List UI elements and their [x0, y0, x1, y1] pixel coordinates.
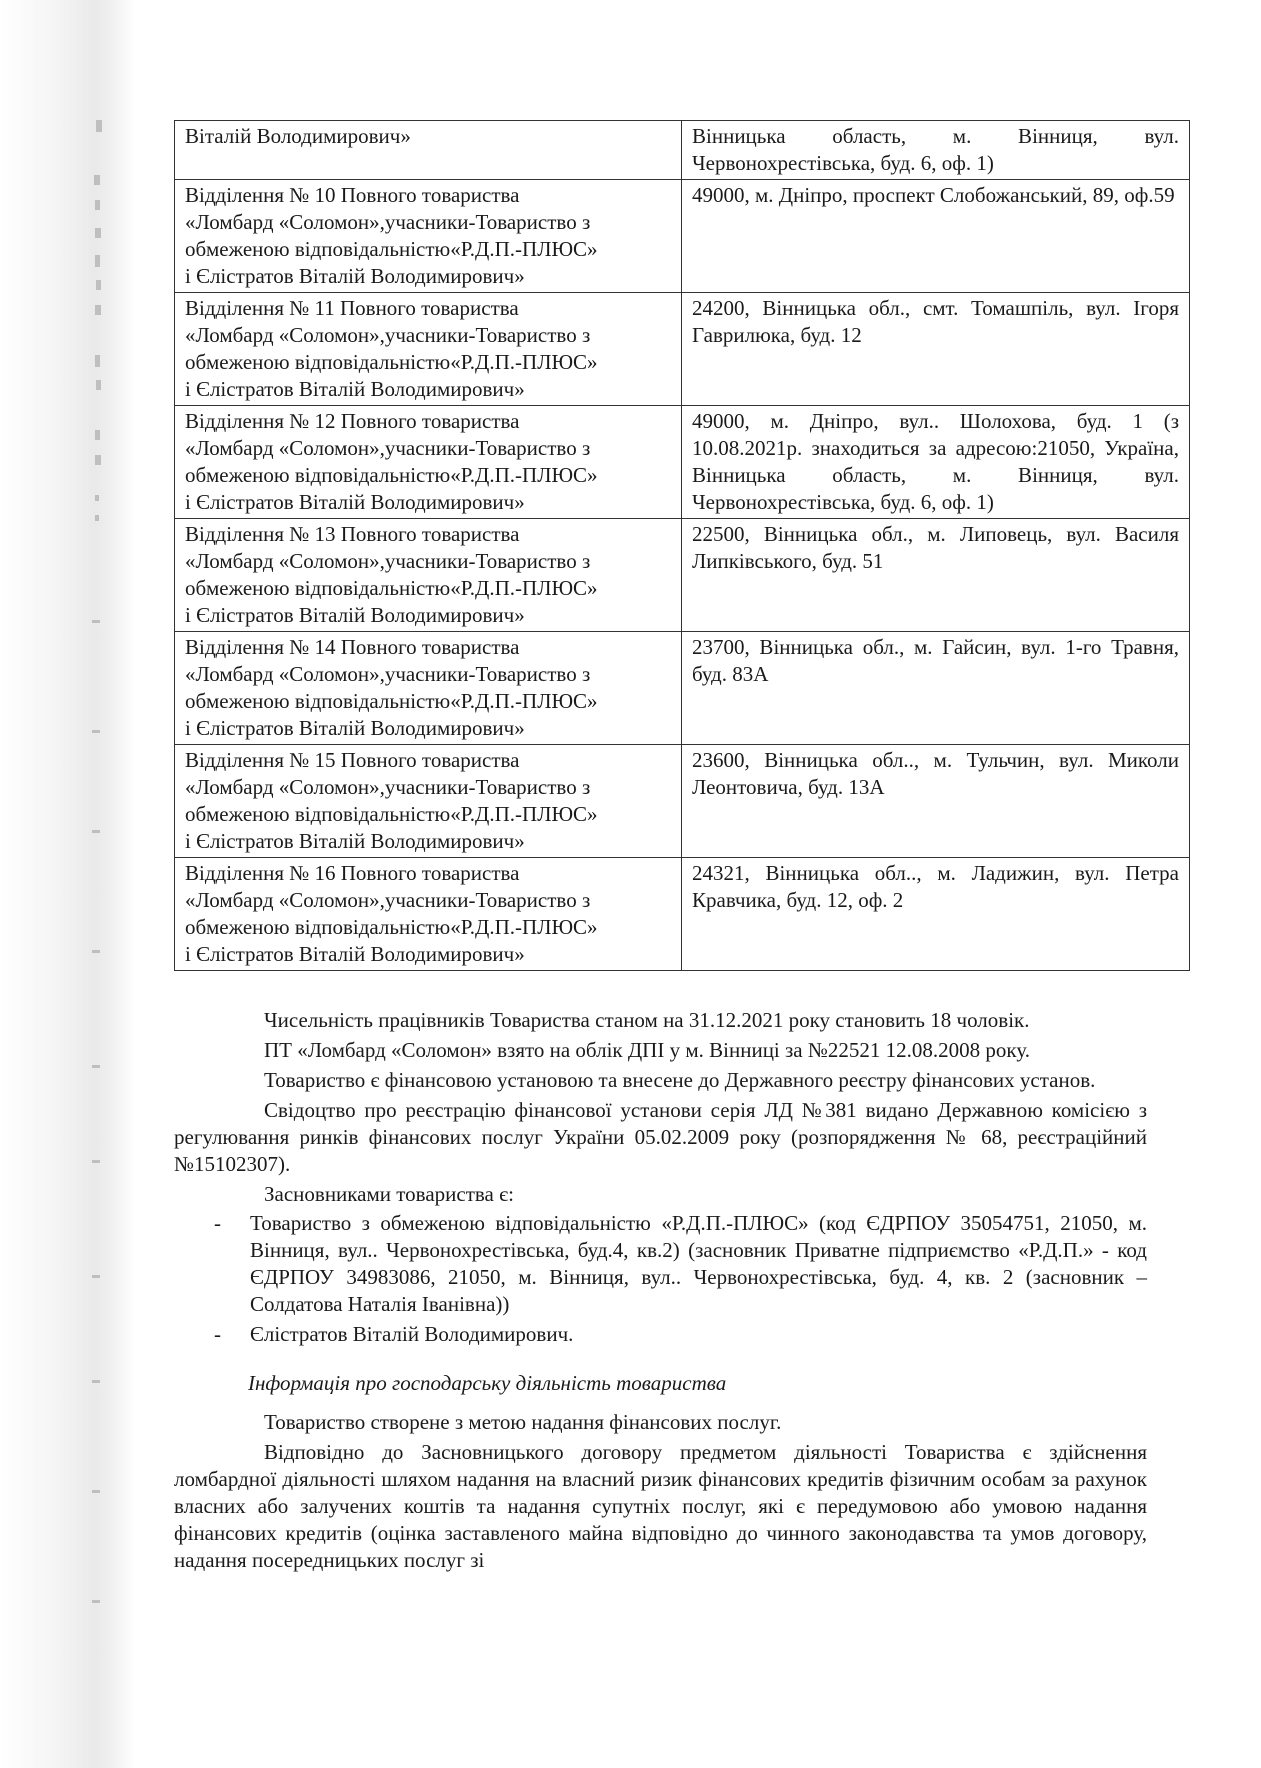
binding-mark: [96, 280, 101, 290]
branches-table-body: [175, 121, 1190, 971]
list-dash: -: [214, 1211, 221, 1235]
binding-mark: [96, 380, 101, 390]
branch-row: [175, 519, 1190, 632]
branch-name-cell: [175, 519, 682, 632]
tax-registration-paragraph: ПТ «Ломбард «Соломон» взято на облік ДПІ у м. Вінниці за №22521 12.08.2008 року.: [264, 1038, 1030, 1062]
branch-name-line: Відділення № 12 Повного товариства: [185, 409, 520, 433]
branch-row: [175, 632, 1190, 745]
branch-name-cell: [175, 180, 682, 293]
branch-name-cell: [175, 406, 682, 519]
branches-table: [174, 120, 1190, 971]
branch-row: [175, 180, 1190, 293]
binding-mark: [92, 1380, 100, 1383]
branch-name-line: обмеженою відповідальністю«Р.Д.П.-ПЛЮС»: [185, 802, 598, 826]
branch-address-cell: 49000, м. Дніпро, проспект Слобожанський, 89, оф.59: [682, 180, 1190, 293]
list-dash: -: [214, 1322, 221, 1346]
branch-address-cell: 24321, Вінницька обл.., м. Ладижин, вул. Петра Кравчика, буд. 12, оф. 2: [682, 858, 1190, 971]
document-page: [174, 120, 1179, 1574]
branch-name-line: Відділення № 10 Повного товариства: [185, 183, 520, 207]
branch-name-line: і Єлістратов Віталій Володимирович»: [185, 264, 525, 288]
branch-address-cell: 23600, Вінницька обл.., м. Тульчин, вул. Миколи Леонтовича, буд. 13А: [682, 745, 1190, 858]
binding-mark: [92, 730, 100, 733]
branch-row: [175, 406, 1190, 519]
branch-name-line: «Ломбард «Соломон»,учасники-Товариство з: [185, 210, 591, 234]
binding-mark: [92, 1490, 100, 1493]
branch-name-line: «Ломбард «Соломон»,учасники-Товариство з: [185, 436, 591, 460]
branch-name-line: і Єлістратов Віталій Володимирович»: [185, 603, 525, 627]
section-paragraph-1: Товариство створене з метою надання фінансових послуг.: [264, 1410, 782, 1434]
binding-mark: [96, 120, 102, 132]
branch-name-line: обмеженою відповідальністю«Р.Д.П.-ПЛЮС»: [185, 576, 598, 600]
branch-address-cell: Вінницька область, м. Вінниця, вул. Червонохрестівська, буд. 6, оф. 1): [682, 121, 1190, 180]
binding-mark: [92, 830, 100, 833]
branch-name-cell: [175, 745, 682, 858]
binding-mark: [95, 515, 99, 521]
section-title: Інформація про господарську діяльність товариства: [248, 1371, 727, 1395]
certificate-paragraph: Свідоцтво про реєстрацію фінансової установи серія ЛД №381 видано Державною комісією з регулювання ринків фінансових послуг України 05.02.2009 року (розпорядження № 68, реєстраційний №15102307).: [174, 1098, 1147, 1176]
branch-name-line: обмеженою відповідальністю«Р.Д.П.-ПЛЮС»: [185, 463, 598, 487]
branch-address-cell: 23700, Вінницька обл., м. Гайсин, вул. 1-го Травня, буд. 83А: [682, 632, 1190, 745]
scan-binding-shadow: [0, 0, 135, 1768]
branch-name-line: Віталій Володимирович»: [185, 124, 411, 148]
branch-name-line: Відділення № 15 Повного товариства: [185, 748, 520, 772]
branch-name-line: і Єлістратов Віталій Володимирович»: [185, 490, 525, 514]
branch-name-line: «Ломбард «Соломон»,учасники-Товариство з: [185, 323, 591, 347]
branch-address-cell: 22500, Вінницька обл., м. Липовець, вул. Василя Липківського, буд. 51: [682, 519, 1190, 632]
branch-name-line: обмеженою відповідальністю«Р.Д.П.-ПЛЮС»: [185, 237, 598, 261]
binding-mark: [92, 1160, 100, 1163]
branch-name-line: і Єлістратов Віталій Володимирович»: [185, 716, 525, 740]
binding-mark: [95, 495, 99, 501]
binding-mark: [92, 950, 100, 953]
branch-row: [175, 858, 1190, 971]
branch-name-line: Відділення № 13 Повного товариства: [185, 522, 520, 546]
binding-mark: [95, 305, 101, 315]
binding-mark: [95, 200, 100, 210]
binding-mark: [92, 1065, 100, 1068]
section-paragraph-2: Відповідно до Засновницького договору предметом діяльності Товариства є здійснення ломбардної діяльності шляхом надання на власний ризик фінансових кредитів фізичним особам за рахунок власних або залучених коштів та надання супутніх послуг, які є передумовою або умовою надання фінансових кредитів (оцінка заставленого майна відповідно до чинного законодавства та умов договору, надання посередницьких послуг зі: [174, 1440, 1147, 1572]
founder-text: Товариство з обмеженою відповідальністю «Р.Д.П.-ПЛЮС» (код ЄДРПОУ 35054751, 21050, м. Вінниця, вул.. Червонохрестівська, буд.4, кв.2) (засновник Приватне підприємство «Р.Д.П.» - код ЄДРПОУ 34983086, 21050, м. Вінниця, вул.. Червонохрестівська, буд. 4, кв. 2 (засновник – Солдатова Наталія Іванівна)): [250, 1211, 1147, 1316]
financial-institution-paragraph: Товариство є фінансовою установою та внесене до Державного реєстру фінансових установ.: [264, 1068, 1096, 1092]
binding-mark: [95, 255, 100, 267]
binding-mark: [92, 1600, 100, 1603]
binding-mark: [95, 355, 100, 367]
binding-mark: [92, 1275, 100, 1278]
founder-text: Єлістратов Віталій Володимирович.: [250, 1322, 574, 1346]
branch-name-line: і Єлістратов Віталій Володимирович»: [185, 942, 525, 966]
branch-name-line: обмеженою відповідальністю«Р.Д.П.-ПЛЮС»: [185, 350, 598, 374]
branch-name-cell: [175, 121, 682, 180]
founder-item: [174, 1321, 1147, 1348]
binding-mark: [94, 175, 100, 185]
branch-name-line: Відділення № 16 Повного товариства: [185, 861, 520, 885]
binding-mark: [95, 455, 101, 465]
founders-intro: Засновниками товариства є:: [264, 1182, 514, 1206]
binding-mark: [95, 228, 101, 238]
branch-name-line: «Ломбард «Соломон»,учасники-Товариство з: [185, 549, 591, 573]
branch-name-line: Відділення № 11 Повного товариства: [185, 296, 519, 320]
binding-mark: [95, 430, 100, 440]
branch-name-line: обмеженою відповідальністю«Р.Д.П.-ПЛЮС»: [185, 915, 598, 939]
founder-item: [174, 1210, 1147, 1318]
branch-row: [175, 745, 1190, 858]
branch-address-cell: 49000, м. Дніпро, вул.. Шолохова, буд. 1 (з 10.08.2021р. знаходиться за адресою:21050, Україна, Вінницька область, м. Вінниця, вул. Червонохрестівська, буд. 6, оф. 1): [682, 406, 1190, 519]
founders-list: [174, 1210, 1147, 1348]
branch-row: [175, 293, 1190, 406]
branch-name-line: Відділення № 14 Повного товариства: [185, 635, 520, 659]
branch-address-cell: 24200, Вінницька обл., смт. Томашпіль, вул. Ігоря Гаврилюка, буд. 12: [682, 293, 1190, 406]
branch-name-cell: [175, 858, 682, 971]
branch-name-line: «Ломбард «Соломон»,учасники-Товариство з: [185, 888, 591, 912]
employees-paragraph: Чисельність працівників Товариства станом на 31.12.2021 року становить 18 чоловік.: [264, 1008, 1030, 1032]
branch-name-line: «Ломбард «Соломон»,учасники-Товариство з: [185, 775, 591, 799]
branch-name-line: і Єлістратов Віталій Володимирович»: [185, 377, 525, 401]
branch-row: [175, 121, 1190, 180]
binding-mark: [92, 620, 100, 623]
branch-name-line: обмеженою відповідальністю«Р.Д.П.-ПЛЮС»: [185, 689, 598, 713]
branch-name-line: і Єлістратов Віталій Володимирович»: [185, 829, 525, 853]
branch-name-cell: [175, 293, 682, 406]
branch-name-cell: [175, 632, 682, 745]
branch-name-line: «Ломбард «Соломон»,учасники-Товариство з: [185, 662, 591, 686]
